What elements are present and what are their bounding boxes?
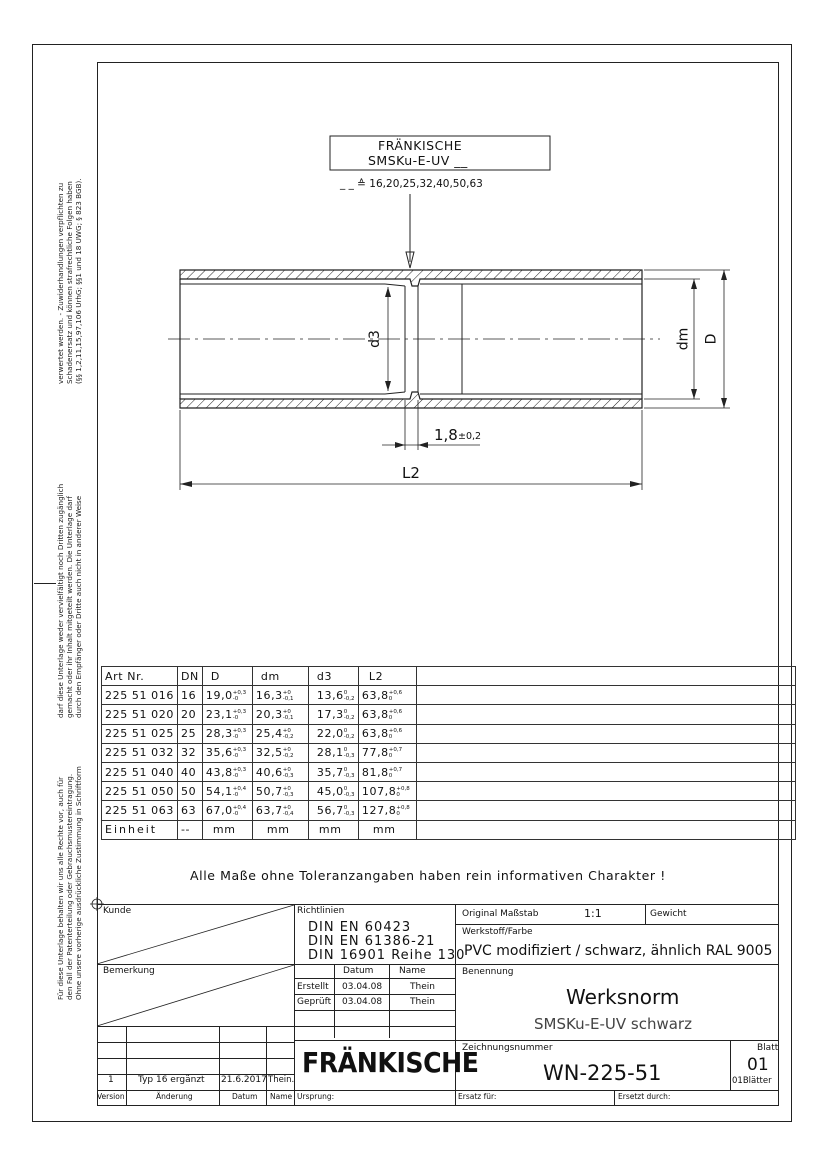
cell-dm-tolerance-lo: -0,1 [282,714,294,721]
cell-d3-tolerance-up: 0 [343,728,348,735]
cell-L2-tolerance-lo: 0 [396,810,400,817]
cell-d3-tolerance-lo: -0,2 [343,714,355,721]
legal-notice-line: den Fall der Patenterteilung oder Gebrauchsmustereintragung. [65,773,74,1000]
cell-L2-value: 63,8 [361,707,389,721]
units-dn: -- [177,820,202,839]
benennung-line-1: Werksnorm [566,985,680,1009]
cell-D-tolerance-lo: -0 [232,810,239,817]
werkstoff-label: Werkstoff/Farbe [462,927,533,937]
werkstoff-value: PVC modifiziert / schwarz, ähnlich RAL 9005 [464,943,773,959]
massstab-value: 1:1 [584,907,602,920]
massstab-label: Original Maßstab [462,909,539,919]
cell-D-tolerance-up: +0,3 [232,708,247,715]
benennung-label: Benennung [462,967,514,977]
cell-dm-tolerance-up: +0 [282,708,291,715]
cell-L2-tolerance-up: +0,7 [388,747,403,754]
cell-L2-value: 81,8 [361,765,389,779]
cell-art-nr-value: 225 51 025 [105,727,174,741]
cell-d3-value: 45,0 [316,784,344,798]
cell-d3-value: 28,1 [316,746,344,760]
kunde-label: Kunde [103,906,132,916]
cell-dm-value: 20,3 [255,707,283,721]
cell-D-tolerance-lo: -0 [232,734,239,741]
cell-dn-value: 50 [180,784,197,798]
cell-dm-tolerance-up: +0 [282,728,291,735]
header-D: D [202,667,252,686]
units-D: mm [202,820,252,839]
cell-L2-tolerance-up: +0,6 [388,708,403,715]
cell-d3-value: 22,0 [316,727,344,741]
cell-art-nr-value: 225 51 040 [105,765,174,779]
cell-L2-tolerance-lo: 0 [388,695,393,702]
header-version: Version [97,1092,125,1101]
cell-d3-value: 17,3 [316,707,344,721]
cell-L2-tolerance-up: +0,8 [396,804,410,811]
tolerance-note: Alle Maße ohne Toleranzangaben haben rein informativen Charakter ! [190,868,666,883]
cell-dm-value: 63,7 [255,803,283,817]
cell-D-tolerance-up: +0,3 [232,747,247,754]
cell-L2-tolerance-lo: 0 [388,734,393,741]
legal-notice-line: darf diese Unterlage weder vervielfältigt noch Dritten zugänglich [56,483,65,718]
cell-L2-value: 107,8 [361,784,397,798]
cell-dm-tolerance-up: +0 [282,689,291,696]
header-datum: Datum [232,1092,258,1101]
cell-dm-value: 32,5 [255,746,283,760]
cell-D-tolerance-up: +0,3 [232,728,247,735]
cell-D-tolerance-up: +0,4 [232,804,247,811]
legal-notice-line: durch den Empfänger oder Dritte auch nicht in anderer Weise [74,495,83,718]
cell-dm-tolerance-lo: -0,4 [282,810,294,817]
cell-d3-tolerance-up: 0 [343,747,348,754]
header-dn: DN [177,667,202,686]
bemerkung-label: Bemerkung [103,966,155,976]
dimension-d3-label: d3 [366,330,383,348]
cell-dm-value: 50,7 [255,784,283,798]
cell-D-tolerance-lo: -0 [232,753,239,760]
cell-dn-value: 63 [180,803,197,817]
cell-d3-value: 56,7 [316,803,344,817]
units-label: Einheit [102,820,178,839]
cell-D-value: 19,0 [205,688,233,702]
cell-d3-value: 35,7 [316,765,344,779]
dimension-L2-label: L2 [402,464,420,482]
cell-D-tolerance-lo: -0 [232,714,239,721]
dimension-D-label: D [703,333,720,345]
cell-dm-tolerance-up: +0 [282,804,291,811]
cell-d3-tolerance-up: 0 [343,804,348,811]
cell-L2-tolerance-lo: 0 [388,714,393,721]
richtlinie-1: DIN EN 60423 [308,920,412,935]
cell-art-nr-value: 225 51 050 [105,784,174,798]
cell-D-tolerance-lo: -0 [232,772,239,779]
cell-d3-tolerance-lo: -0,3 [343,810,355,817]
cell-L2-tolerance-up: +0,7 [388,766,403,773]
cell-L2-tolerance-up: +0,6 [388,689,403,696]
cell-D-tolerance-up: +0,3 [232,689,247,696]
cell-L2-tolerance-lo: 0 [388,753,393,760]
cell-D-tolerance-lo: -0 [232,695,239,702]
cell-d3-tolerance-up: 0 [343,708,348,715]
cell-dm-value: 16,3 [255,688,283,702]
header-L2: L2 [358,667,416,686]
erstellt-name: Thein [410,982,435,992]
header-art-nr: Art Nr. [102,667,178,686]
cell-d3-tolerance-lo: -0,3 [343,772,355,779]
legal-notice-line: (§§ 1,2,11,15,97,106 UrhG; §§1 und 18 UWG; § 823 BGB). [74,178,83,384]
cell-dm-tolerance-lo: -0,3 [282,772,294,779]
legal-notice-line: gemacht oder ihr Inhalt mitgeteilt werden. Die Unterlage darf [65,496,74,718]
cell-L2-value: 63,8 [361,688,389,702]
ersetzt-durch-label: Ersetzt durch: [618,1092,671,1101]
dimension-gap-tolerance: ±0,2 [458,431,482,442]
header-aenderung: Änderung [156,1092,193,1101]
geprueft-name: Thein [410,997,435,1007]
cell-d3-tolerance-lo: -0,2 [343,695,355,702]
cell-L2-value: 77,8 [361,746,389,760]
cell-art-nr-value: 225 51 063 [105,803,174,817]
cell-art-nr-value: 225 51 020 [105,707,174,721]
header-dm: dm [252,667,308,686]
ersatz-fuer-label: Ersatz für: [458,1092,497,1101]
cell-L2-tolerance-lo: 0 [388,772,393,779]
revision-aenderung: Typ 16 ergänzt [138,1075,205,1085]
cell-D-value: 43,8 [205,765,233,779]
legal-notice-line: Ohne unsere vorherige ausdrückliche Zustimmung in Schriftform [74,766,83,1000]
cell-L2-tolerance-up: +0,6 [388,728,403,735]
revision-version: 1 [108,1075,114,1085]
cell-art-nr-value: 225 51 016 [105,688,174,702]
revision-datum: 21.6.2017 [221,1075,267,1085]
gewicht-label: Gewicht [650,909,687,919]
cell-L2-value: 127,8 [361,803,397,817]
marking-line-type: SMSKu-E-UV __ [368,153,468,168]
blatt-label: Blatt [757,1043,779,1053]
legal-notice-line: Schadenersatz und können strafrechtliche Folgen haben [65,181,74,384]
cell-dm-tolerance-up: +0 [282,766,291,773]
cell-d3-tolerance-up: 0 [343,689,348,696]
cell-L2-tolerance-up: +0,8 [396,785,410,792]
richtlinie-2: DIN EN 61386-21 [308,934,436,949]
cell-d3-value: 13,6 [316,688,344,702]
cell-dm-tolerance-up: +0 [282,747,291,754]
company-logo: FRÄNKISCHE [302,1046,479,1079]
units-dm: mm [252,820,308,839]
cell-dn-value: 32 [180,746,197,760]
dimension-dm-label: dm [675,327,692,351]
geprueft-label: Geprüft [297,997,332,1007]
cell-D-value: 35,6 [205,746,233,760]
cell-D-tolerance-lo: -0 [232,791,239,798]
cell-dm-value: 40,6 [255,765,283,779]
cell-dm-tolerance-lo: -0,2 [282,753,294,760]
cell-art-nr-value: 225 51 032 [105,746,174,760]
cell-L2-tolerance-lo: 0 [396,791,400,798]
zeichnungsnummer-label: Zeichnungsnummer [462,1043,553,1053]
cell-dn-value: 20 [180,707,197,721]
richtlinien-label: Richtlinien [297,906,345,916]
marking-line-brand: FRÄNKISCHE [378,138,463,153]
cell-d3-tolerance-lo: -0,3 [343,753,355,760]
units-L2: mm [358,820,416,839]
name-header: Name [399,966,426,976]
cell-D-value: 67,0 [205,803,233,817]
cell-L2-value: 63,8 [361,727,389,741]
datum-header: Datum [343,966,374,976]
cell-dn-value: 25 [180,727,197,741]
revision-name: Thein. [268,1075,295,1085]
cell-D-tolerance-up: +0,3 [232,766,247,773]
legal-notice-line: Für diese Unterlage behalten wir uns alle Rechte vor, auch für [56,776,65,1000]
blatt-value: 01 [747,1055,769,1075]
cell-d3-tolerance-lo: -0,2 [343,734,355,741]
cell-dm-tolerance-lo: -0,1 [282,695,294,702]
header-d3: d3 [308,667,358,686]
units-d3: mm [308,820,358,839]
marking-sizes: _ _ ≙ 16,20,25,32,40,50,63 [340,178,483,190]
cell-dm-value: 25,4 [255,727,283,741]
cell-D-value: 28,3 [205,727,233,741]
cell-dn-value: 40 [180,765,197,779]
cell-dm-tolerance-lo: -0,2 [282,734,294,741]
cell-dm-tolerance-lo: -0,3 [282,791,294,798]
cell-dm-tolerance-up: +0 [282,785,291,792]
cell-d3-tolerance-up: 0 [343,785,348,792]
zeichnungsnummer-value: WN-225-51 [543,1061,662,1085]
ursprung-label: Ursprung: [297,1092,335,1101]
header-name: Name [270,1092,293,1101]
cell-dn-value: 16 [180,688,197,702]
benennung-line-2: SMSKu-E-UV schwarz [534,1015,692,1033]
legal-notice-line: verwertet werden. - Zuwiderhandlungen verpflichten zu [56,182,65,384]
erstellt-label: Erstellt [297,982,329,992]
cell-D-value: 54,1 [205,784,233,798]
cell-D-tolerance-up: +0,4 [232,785,247,792]
richtlinie-3: DIN 16901 Reihe 130 [308,948,466,963]
dimension-gap-value: 1,8 [434,426,458,444]
blaetter-value: 01Blätter [732,1076,772,1086]
erstellt-datum: 03.04.08 [342,982,383,992]
cell-d3-tolerance-lo: -0,3 [343,791,355,798]
cell-D-value: 23,1 [205,707,233,721]
cell-d3-tolerance-up: 0 [343,766,348,773]
geprueft-datum: 03.04.08 [342,997,383,1007]
